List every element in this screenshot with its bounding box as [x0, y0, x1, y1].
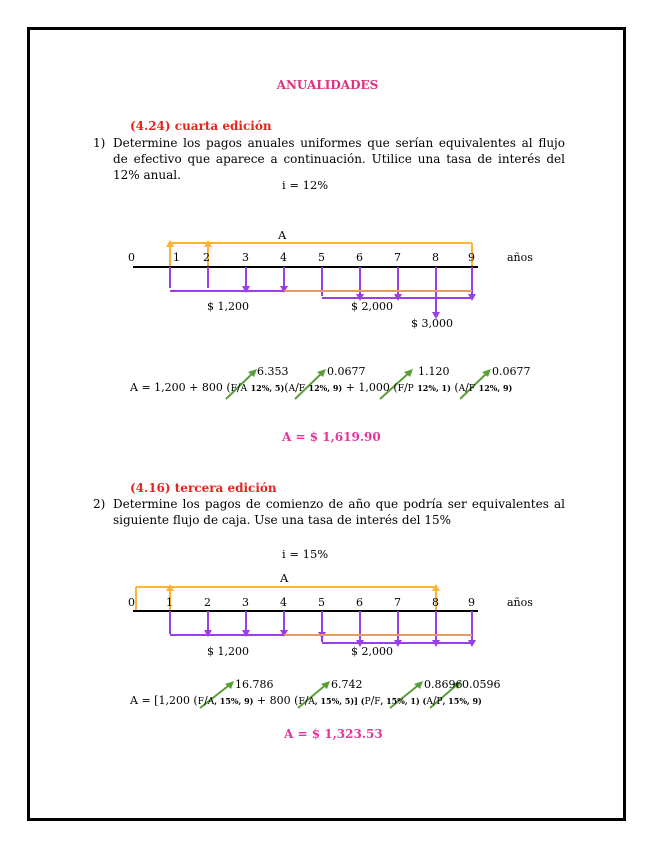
problem1-annuity-label: A	[278, 228, 287, 242]
tick-label: 5	[318, 596, 325, 609]
problem2-edition: (4.16) tercera edición	[130, 481, 277, 495]
tick-label: 6	[356, 596, 363, 609]
factor-value: 6.742	[331, 678, 363, 691]
tick-label: 0	[128, 251, 135, 264]
tick-label: 1	[166, 596, 173, 609]
flow-label-1200: $ 1,200	[207, 300, 249, 313]
tick-label: 8	[432, 596, 439, 609]
tick-label: 4	[280, 596, 287, 609]
problem1-edition: (4.24) cuarta edición	[130, 119, 272, 133]
years-label: años	[507, 251, 533, 264]
factor-value: 0.0596	[462, 678, 501, 691]
tick-label: 9	[468, 251, 475, 264]
problem1-statement: Determine los pagos anuales uniformes que serían equivalentes al flujo de efectivo que aparece a continuación. Utilice una tasa de interés del 12% anual.	[113, 136, 565, 182]
tick-label: 7	[394, 596, 401, 609]
tick-label: 2	[204, 596, 211, 609]
problem2-number: 2)	[93, 497, 106, 511]
equation-1: A = 1,200 + 800 (F/A 12%, 5)(A/F 12%, 9) + 1,000 (F/P 12%, 1) (A/F 12%, 9)	[130, 381, 513, 394]
problem2-rate: i = 15%	[282, 547, 329, 561]
page-title: ANUALIDADES	[276, 78, 379, 92]
factor-value: 6.353	[257, 365, 289, 378]
result-2: A = $ 1,323.53	[284, 727, 383, 741]
problem2-annuity-label: A	[280, 571, 289, 585]
flow-label-2000: $ 2,000	[351, 645, 393, 658]
equation-2: A = [1,200 (F/A, 15%, 9) + 800 (F/A, 15%, 5)] (P/F, 15%, 1) (A/P, 15%, 9)	[130, 694, 482, 707]
factor-value: 0.0677	[492, 365, 531, 378]
result-1: A = $ 1,619.90	[282, 430, 381, 444]
factor-value: 0.0677	[327, 365, 366, 378]
tick-label: 2	[203, 251, 210, 264]
factor-value: 1.120	[418, 365, 450, 378]
tick-label: 4	[280, 251, 287, 264]
tick-label: 8	[432, 251, 439, 264]
problem1-number: 1)	[93, 136, 106, 150]
problem1-rate: i = 12%	[282, 178, 329, 192]
tick-label: 3	[242, 251, 249, 264]
tick-label: 1	[173, 251, 180, 264]
flow-label-2000: $ 2,000	[351, 300, 393, 313]
tick-label: 0	[128, 596, 135, 609]
factor-value: 16.786	[235, 678, 274, 691]
years-label: años	[507, 596, 533, 609]
problem2-statement: Determine los pagos de comienzo de año que podría ser equivalentes al siguiente flujo de caja. Use una tasa de interés del 15%	[113, 497, 565, 527]
tick-label: 7	[394, 251, 401, 264]
tick-label: 3	[242, 596, 249, 609]
flow-label-1200: $ 1,200	[207, 645, 249, 658]
tick-label: 9	[468, 596, 475, 609]
factor-value: 0.8696	[424, 678, 463, 691]
tick-label: 6	[356, 251, 363, 264]
tick-label: 5	[318, 251, 325, 264]
flow-label-3000: $ 3,000	[411, 317, 453, 330]
